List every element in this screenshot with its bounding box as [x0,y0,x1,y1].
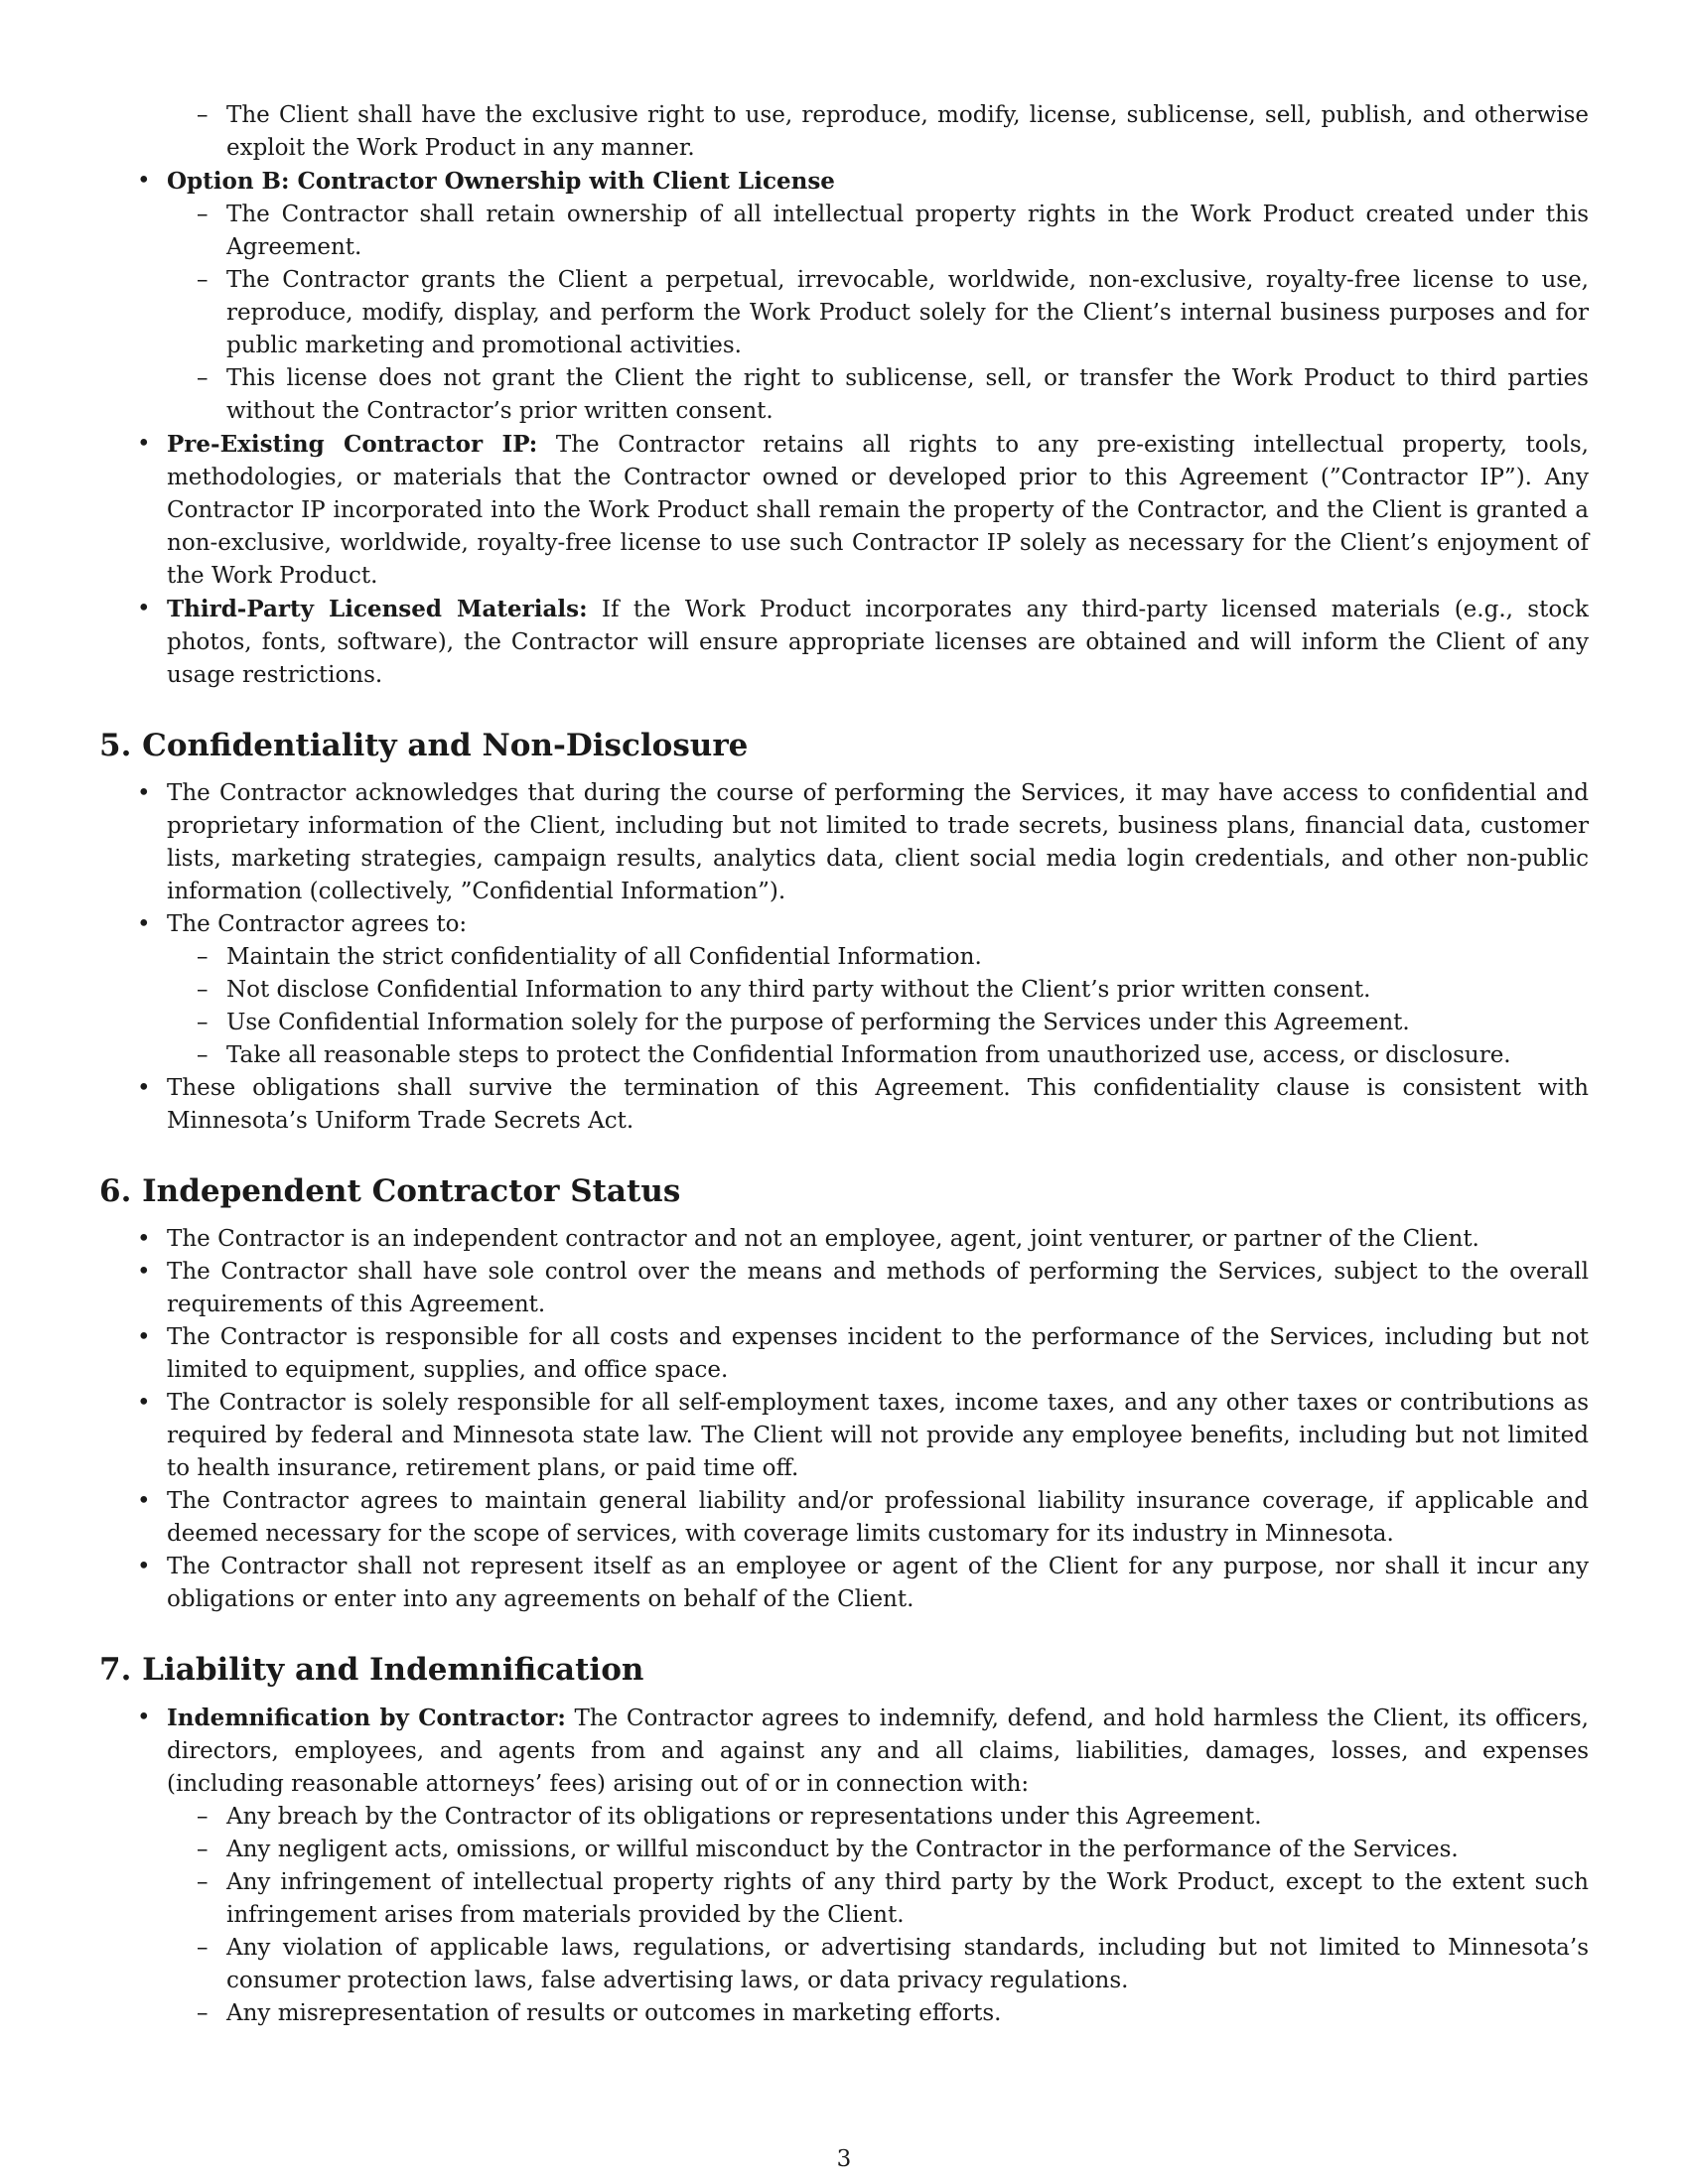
page-number: 3 [836,2146,852,2172]
agrees-item [99,908,1589,1072]
section-7-list [99,1702,1589,2030]
list-item: – The Contractor shall retain ownership of all intellectual property rights in the Work Product created under this Agreement. [167,199,1589,264]
third-party-label: Third-Party Licensed Materials: [167,596,588,622]
list-item: • The Contractor shall have sole control over the means and methods of performing the Services, subject to the overall requirements of this Agreement. [99,1256,1589,1321]
section-7-heading: 7. Liability and Indemnification [99,1652,644,1688]
list-item: • These obligations shall survive the termination of this Agreement. This confidentiality clause is consistent with Minnesota’s Uniform Trade Secrets Act. [99,1072,1589,1138]
option-b-sublist [167,199,1589,428]
option-b-title: Option B: Contractor Ownership with Client License [167,168,835,195]
option-b-item [99,165,1589,428]
section-6-list [99,1223,1589,1616]
section-5-list [99,777,1589,1138]
list-item: – The Contractor grants the Client a perpetual, irrevocable, worldwide, non-exclusive, royalty-free license to use, reproduce, modify, display, and perform the Work Product solely for the Client’s internal business purposes and for public marketing and promotional activities. [167,264,1589,362]
section-5-heading: 5. Confidentiality and Non-Disclosure [99,728,749,763]
list-item: – This license does not grant the Client the right to sublicense, sell, or transfer the Work Product to third parties without the Contractor’s prior written consent. [167,362,1589,428]
list-item: • The Contractor acknowledges that during the course of performing the Services, it may have access to confidential and proprietary information of the Client, including but not limited to trade secrets, business plans, financial data, customer lists, marketing strategies, campaign results, analytics data, client social media login credentials, and other non-public information (collectively, ”Confidential Information”). [99,777,1589,908]
list-item: – Take all reasonable steps to protect the Confidential Information from unauthorized use, access, or disclosure. [167,1039,1589,1072]
document-page [99,99,1589,2030]
agrees-sublist [167,941,1589,1072]
list-item: – Any misrepresentation of results or outcomes in marketing efforts. [167,1997,1589,2030]
list-item: • The Contractor is solely responsible for all self-employment taxes, income taxes, and any other taxes or contributions as required by federal and Minnesota state law. The Client will not provide any employee benefits, including but not limited to health insurance, retirement plans, or paid time off. [99,1387,1589,1485]
intro-sublist [99,99,1589,165]
list-item: – Any violation of applicable laws, regulations, or advertising standards, including but not limited to Minnesota’s consumer protection laws, false advertising laws, or data privacy regulations. [167,1932,1589,1997]
indemnification-sublist [167,1801,1589,2030]
agrees-intro: The Contractor agrees to: [167,911,468,937]
third-party-item [99,593,1589,692]
list-item: – Maintain the strict confidentiality of all Confidential Information. [167,941,1589,974]
list-item: – Any infringement of intellectual property rights of any third party by the Work Product, except to the extent such infringement arises from materials provided by the Client. [167,1866,1589,1932]
indemnification-item [99,1702,1589,2030]
third-party-text: If the Work Product incorporates any third-party licensed materials (e.g., stock photos, fonts, software), the Contractor will ensure appropriate licenses are obtained and will inform the Client of any usage restrictions. [167,597,1589,688]
list-item: • The Contractor agrees to maintain general liability and/or professional liability insurance coverage, if applicable and deemed necessary for the scope of services, with coverage limits customary for its industry in Minnesota. [99,1485,1589,1551]
pre-existing-ip-label: Pre-Existing Contractor IP: [167,431,538,458]
pre-existing-ip-text: The Contractor retains all rights to any pre-existing intellectual property, tools, methodologies, or materials that the Contractor owned or developed prior to this Agreement (”Contractor IP”). Any Contractor IP incorporated into the Work Product shall remain the property of the Contractor, and the Client is granted a non-exclusive, worldwide, royalty-free license to use such Contractor IP solely as necessary for the Client’s enjoyment of the Work Product. [167,432,1589,589]
list-item: • The Contractor is an independent contractor and not an employee, agent, joint venturer, or partner of the Client. [99,1223,1589,1256]
list-item: • The Contractor shall not represent itself as an employee or agent of the Client for any purpose, nor shall it incur any obligations or enter into any agreements on behalf of the Client. [99,1551,1589,1616]
section-6-heading: 6. Independent Contractor Status [99,1173,681,1209]
list-item: • The Contractor is responsible for all costs and expenses incident to the performance of the Services, including but not limited to equipment, supplies, and office space. [99,1321,1589,1387]
list-item: – Use Confidential Information solely for the purpose of performing the Services under this Agreement. [167,1007,1589,1039]
indemnification-text: The Contractor agrees to indemnify, defend, and hold harmless the Client, its officers, directors, employees, and agents from and against any and all claims, liabilities, damages, losses, and expenses (including reasonable attorneys’ fees) arising out of or in connection with: [167,1706,1589,1797]
indemnification-label: Indemnification by Contractor: [167,1705,566,1731]
list-item: – Any negligent acts, omissions, or willful misconduct by the Contractor in the performance of the Services. [167,1834,1589,1866]
pre-existing-ip-item [99,428,1589,593]
ip-options-list [99,165,1589,692]
list-item: – Any breach by the Contractor of its obligations or representations under this Agreement. [167,1801,1589,1834]
list-item: – The Client shall have the exclusive right to use, reproduce, modify, license, sublicense, sell, publish, and otherwise exploit the Work Product in any manner. [99,99,1589,165]
list-item: – Not disclose Confidential Information to any third party without the Client’s prior written consent. [167,974,1589,1007]
